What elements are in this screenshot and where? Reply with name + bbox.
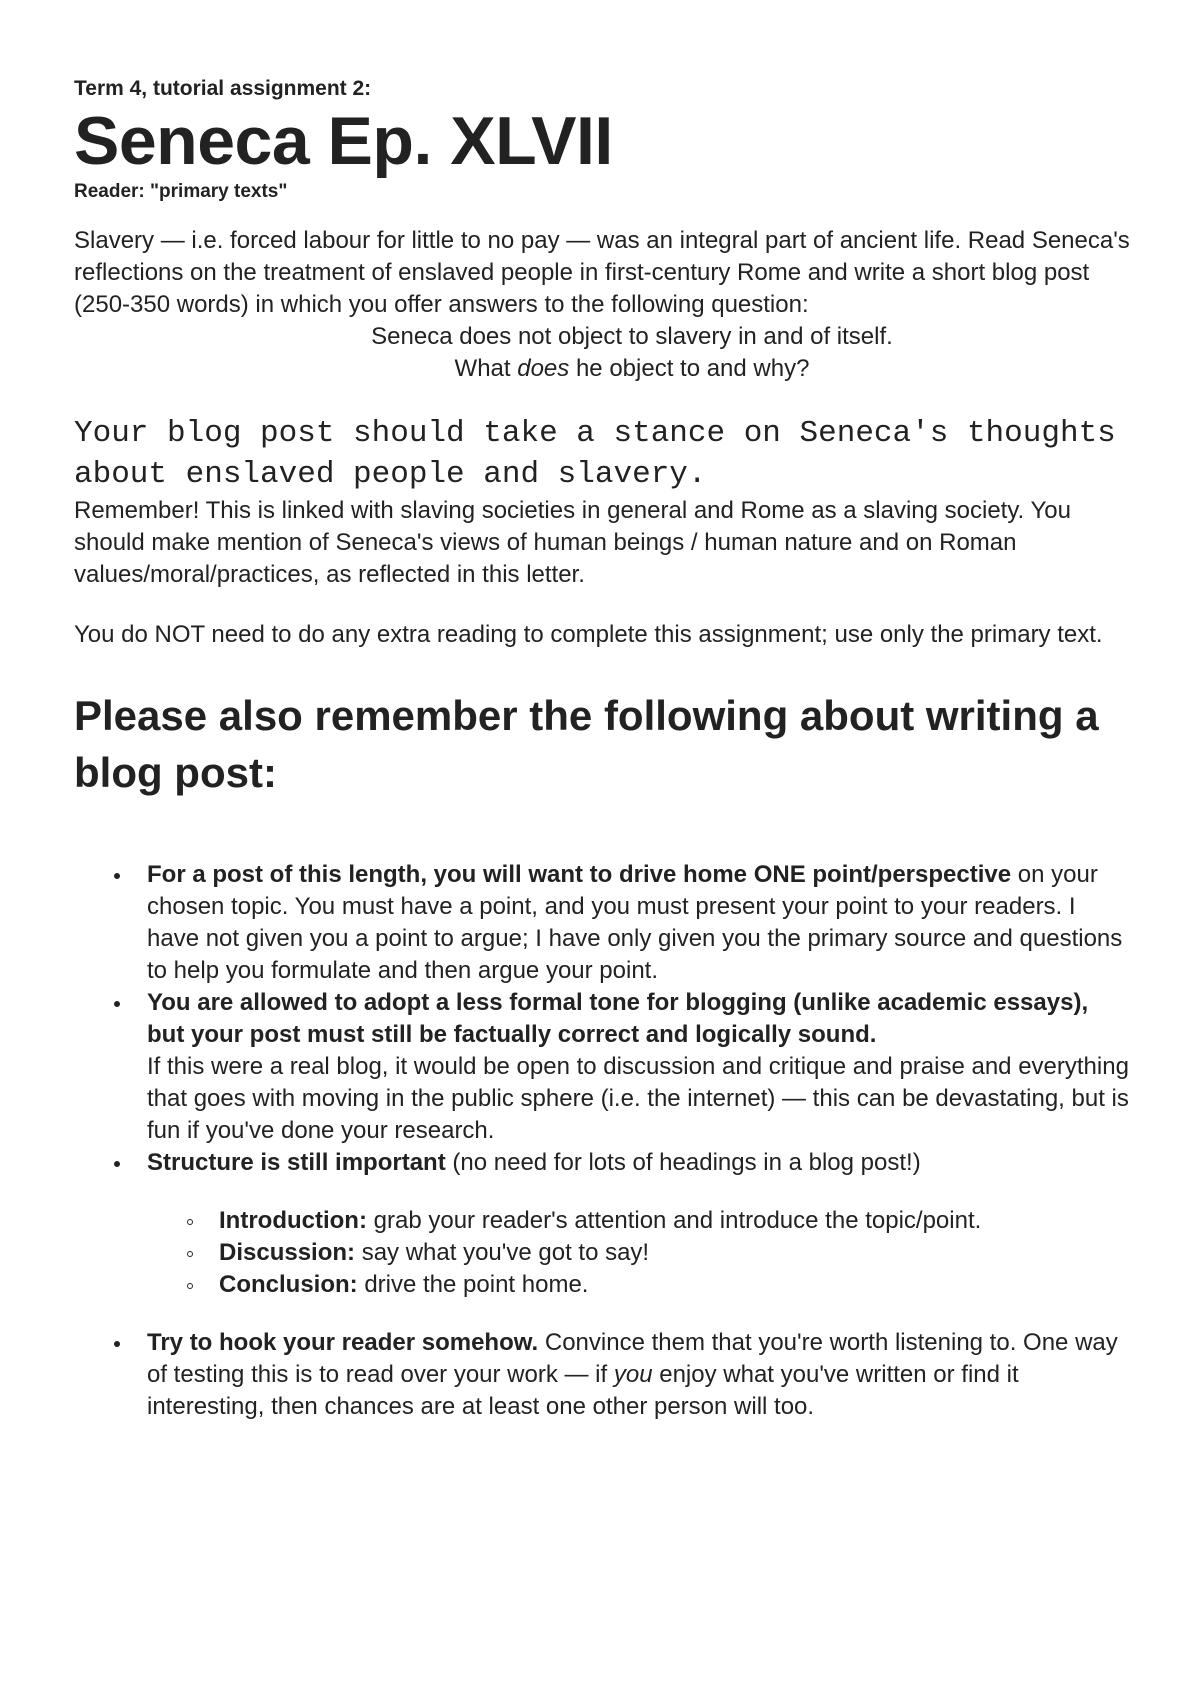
intro-paragraph: Slavery — i.e. forced labour for little to no pay — was an integral part of ancient life. Read Seneca's reflections on the treatment of enslaved people in first-century Rome and write a short blog post (250-350 words) in which you offer answers to the following question: bbox=[74, 227, 1130, 318]
question-line-2-pre: What bbox=[454, 355, 518, 382]
list-item bbox=[219, 1237, 1130, 1269]
sub-item-text: say what you've got to say! bbox=[355, 1239, 650, 1266]
bullet-ring-icon bbox=[187, 1219, 193, 1225]
sub-item-bold: Introduction: bbox=[219, 1207, 367, 1234]
list-item bbox=[147, 1147, 1130, 1301]
reader-note: Reader: "primary texts" bbox=[74, 181, 288, 202]
structure-sublist bbox=[147, 1205, 1130, 1301]
question-line-2-post: he object to and why? bbox=[569, 355, 810, 382]
sub-item-bold: Discussion: bbox=[219, 1239, 356, 1266]
bullet-ring-icon bbox=[187, 1251, 193, 1257]
bullet-dot-icon bbox=[114, 1001, 120, 1007]
stance-statement: Your blog post should take a stance on Seneca's thoughts about enslaved people and slavery. bbox=[74, 416, 1116, 492]
bullet-dot-icon bbox=[114, 873, 120, 879]
assignment-question bbox=[74, 321, 1130, 385]
question-line-1: Seneca does not object to slavery in and of itself. bbox=[371, 323, 893, 350]
sub-item-text: grab your reader's attention and introduce the topic/point. bbox=[366, 1207, 982, 1234]
tip-4-bold: Try to hook your reader somehow. bbox=[147, 1329, 539, 1356]
tip-1-bold: For a post of this length, you will want to drive home ONE point/perspective bbox=[147, 861, 1012, 888]
remember-paragraph: Remember! This is linked with slaving societies in general and Rome as a slaving society. You should make mention of Seneca's views of human beings / human nature and on Roman values/moral/practices, as reflected in this letter. bbox=[74, 497, 1071, 588]
tip-4-text-end: enjoy what you've written or find it interesting, then chances are at least one other person will too. bbox=[147, 1361, 1019, 1420]
assignment-kicker: Term 4, tutorial assignment 2: bbox=[74, 77, 372, 100]
list-item bbox=[147, 859, 1130, 987]
bullet-dot-icon bbox=[114, 1341, 120, 1347]
no-extra-reading-paragraph: You do NOT need to do any extra reading to complete this assignment; use only the primary text. bbox=[74, 621, 1103, 648]
tip-4-emphasis: you bbox=[613, 1361, 653, 1388]
bullet-dot-icon bbox=[114, 1161, 120, 1167]
tip-3-text: (no need for lots of headings in a blog post!) bbox=[445, 1149, 921, 1176]
tip-2-bold: You are allowed to adopt a less formal tone for blogging (unlike academic essays), but your post must still be factually correct and logically sound. bbox=[147, 989, 1089, 1048]
blog-tips-heading: Please also remember the following about writing a blog post: bbox=[74, 692, 1099, 796]
bullet-ring-icon bbox=[187, 1283, 193, 1289]
list-item bbox=[147, 1327, 1130, 1423]
tip-1-text: on your chosen topic. You must have a point, and you must present your point to your readers. I have not given you a point to argue; I have only given you the primary source and questions to help you formulate and then argue your point. bbox=[147, 861, 1123, 984]
list-item bbox=[219, 1269, 1130, 1301]
list-item bbox=[219, 1205, 1130, 1237]
sub-item-text: drive the point home. bbox=[357, 1271, 589, 1298]
tip-3-bold: Structure is still important bbox=[147, 1149, 446, 1176]
page-title: Seneca Ep. XLVII bbox=[74, 103, 613, 179]
tip-4-text: Convince them that you're worth listening to. One way of testing this is to read over your work — if bbox=[147, 1329, 1118, 1388]
list-item bbox=[147, 987, 1130, 1147]
question-emphasis: does bbox=[517, 355, 570, 382]
sub-item-bold: Conclusion: bbox=[219, 1271, 358, 1298]
blog-tips-list bbox=[74, 859, 1130, 1423]
tip-2-text: If this were a real blog, it would be open to discussion and critique and praise and everything that goes with moving in the public sphere (i.e. the internet) — this can be devastating, but is fun if you've done your research. bbox=[147, 1053, 1129, 1144]
